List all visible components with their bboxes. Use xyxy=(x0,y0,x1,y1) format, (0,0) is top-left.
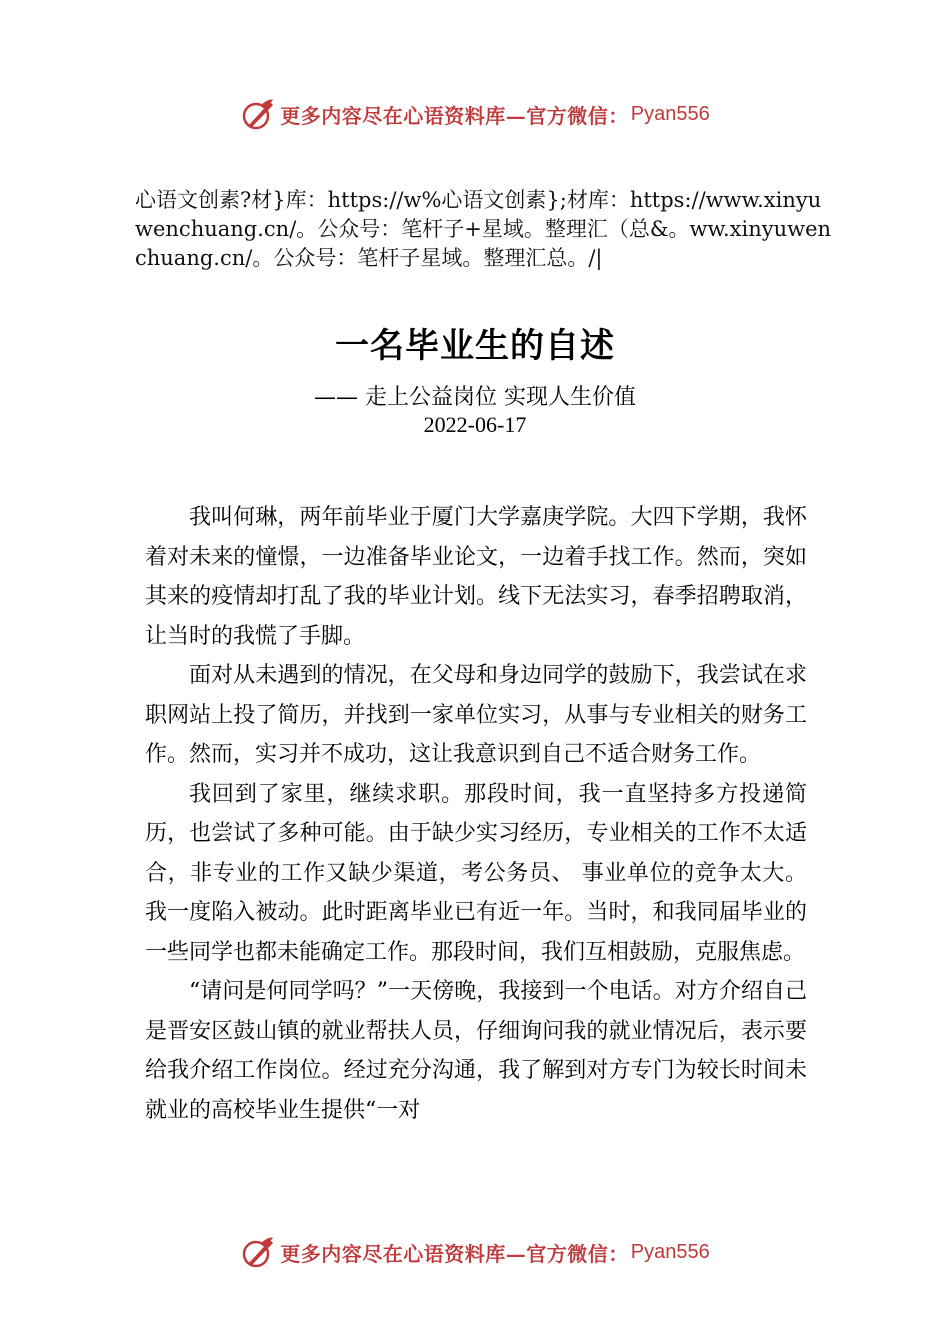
paragraph: 我叫何琳，两年前毕业于厦门大学嘉庚学院。大四下学期，我怀着对未来的憧憬，一边准备毕业论文，一边着手找工作。然而，突如其来的疫情却打乱了我的毕业计划。线下无法实习，春季招聘取消，让当时的我慌了手脚。 xyxy=(145,505,807,649)
banner-wechat-id: Pyan556 xyxy=(630,102,710,125)
banner-wechat-id: Pyan556 xyxy=(630,1240,710,1263)
footer-banner xyxy=(0,1232,950,1272)
paragraph: “请问是何同学吗？”一天傍晚，我接到一个电话。对方介绍自己是晋安区鼓山镇的就业帮扶人员，仔细询问我的就业情况后，表示要给我介绍工作岗位。经过充分沟通，我了解到对方专门为较长时间未就业的高校毕业生提供“一对 xyxy=(145,979,807,1123)
quill-pen-logo-icon xyxy=(240,96,276,132)
source-notice: 心语文创素?材}库：https://w%心语文创素};材库：https://www.xinyuwenchuang.cn/。公众号：笔杆子+星域。整理汇（总&。ww.xinyuwenchuang.cn/。公众号：笔杆子星域。整理汇总。/| xyxy=(135,188,832,270)
header-banner xyxy=(0,94,950,134)
quill-pen-logo-icon xyxy=(240,1234,276,1270)
paragraph: 我回到了家里，继续求职。那段时间，我一直坚持多方投递简历，也尝试了多种可能。由于缺少实习经历，专业相关的工作不太适合，非专业的工作又缺少渠道，考公务员、 事业单位的竞争太大。我一度陷入被动。此时距离毕业已有近一年。当时，和我同届毕业的一些同学也都未能确定工作。那段时间，我们互相鼓励，克服焦虑。 xyxy=(145,781,807,965)
article-subtitle: —— 走上公益岗位 实现人生价值 xyxy=(314,385,636,410)
article-body xyxy=(145,498,807,1130)
banner-text: 更多内容尽在心语资料库—官方微信： xyxy=(280,1241,629,1266)
article-title: 一名毕业生的自述 xyxy=(335,326,615,366)
article-date: 2022-06-17 xyxy=(423,412,527,437)
banner-text: 更多内容尽在心语资料库—官方微信： xyxy=(280,103,629,128)
paragraph: 面对从未遇到的情况，在父母和身边同学的鼓励下，我尝试在求职网站上投了简历，并找到一家单位实习，从事与专业相关的财务工作。然而，实习并不成功，这让我意识到自己不适合财务工作。 xyxy=(145,663,807,767)
